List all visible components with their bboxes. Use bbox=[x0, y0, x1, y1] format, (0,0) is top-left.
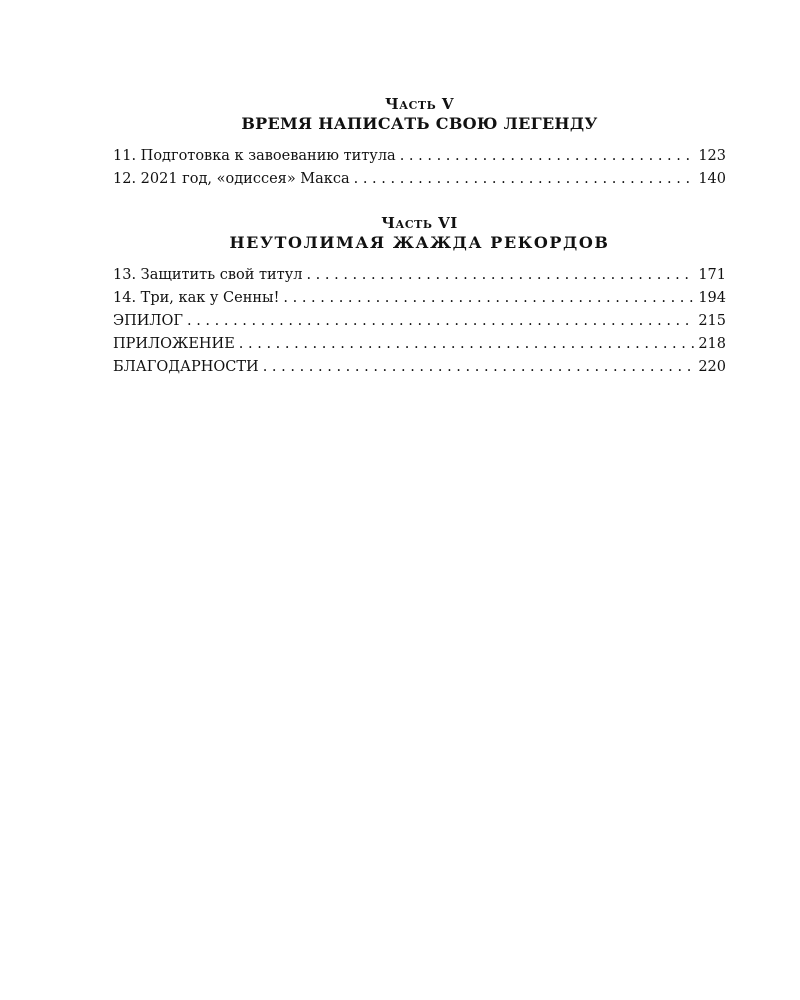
toc-leader-dots bbox=[400, 145, 695, 168]
section-gap bbox=[113, 191, 726, 213]
toc-entry[interactable] bbox=[113, 333, 726, 356]
table-of-contents bbox=[113, 94, 726, 379]
toc-entry[interactable] bbox=[113, 287, 726, 310]
part-title: ВРЕМЯ НАПИСАТЬ СВОЮ ЛЕГЕНДУ bbox=[241, 114, 598, 133]
toc-leader-dots bbox=[306, 264, 694, 287]
toc-entry[interactable] bbox=[113, 145, 726, 168]
toc-entry[interactable] bbox=[113, 264, 726, 287]
toc-leader-dots bbox=[283, 287, 694, 310]
toc-leader-dots bbox=[239, 333, 695, 356]
part-label: Часть VI bbox=[381, 214, 458, 232]
toc-entries-part-5 bbox=[113, 145, 726, 191]
part-label: Часть V bbox=[384, 95, 455, 113]
part-header-6 bbox=[113, 213, 726, 253]
toc-entry-page: 215 bbox=[698, 313, 726, 329]
toc-entry-page: 218 bbox=[698, 336, 726, 352]
toc-entry-title: ПРИЛОЖЕНИЕ bbox=[113, 336, 235, 352]
toc-entry-title: 13. Защитить свой титул bbox=[113, 267, 303, 283]
part-title: НЕУТОЛИМАЯ ЖАЖДА РЕКОРДОВ bbox=[229, 233, 610, 252]
toc-entry[interactable] bbox=[113, 356, 726, 379]
toc-entry-page: 171 bbox=[698, 267, 726, 283]
toc-entry-page: 194 bbox=[698, 290, 726, 306]
toc-leader-dots bbox=[187, 310, 694, 333]
toc-entry[interactable] bbox=[113, 168, 726, 191]
toc-entry-page: 123 bbox=[698, 148, 726, 164]
toc-entry-page: 220 bbox=[698, 359, 726, 375]
toc-entry-title: БЛАГОДАРНОСТИ bbox=[113, 359, 259, 375]
toc-entry[interactable] bbox=[113, 310, 726, 333]
toc-entries-part-6 bbox=[113, 264, 726, 379]
toc-leader-dots bbox=[354, 168, 695, 191]
toc-entry-title: 12. 2021 год, «одиссея» Макса bbox=[113, 171, 350, 187]
toc-leader-dots bbox=[263, 356, 695, 379]
toc-entry-title: ЭПИЛОГ bbox=[113, 313, 183, 329]
toc-entry-page: 140 bbox=[698, 171, 726, 187]
part-header-5 bbox=[113, 94, 726, 134]
toc-entry-title: 14. Три, как у Сенны! bbox=[113, 290, 280, 306]
toc-entry-title: 11. Подготовка к завоеванию титула bbox=[113, 148, 396, 164]
